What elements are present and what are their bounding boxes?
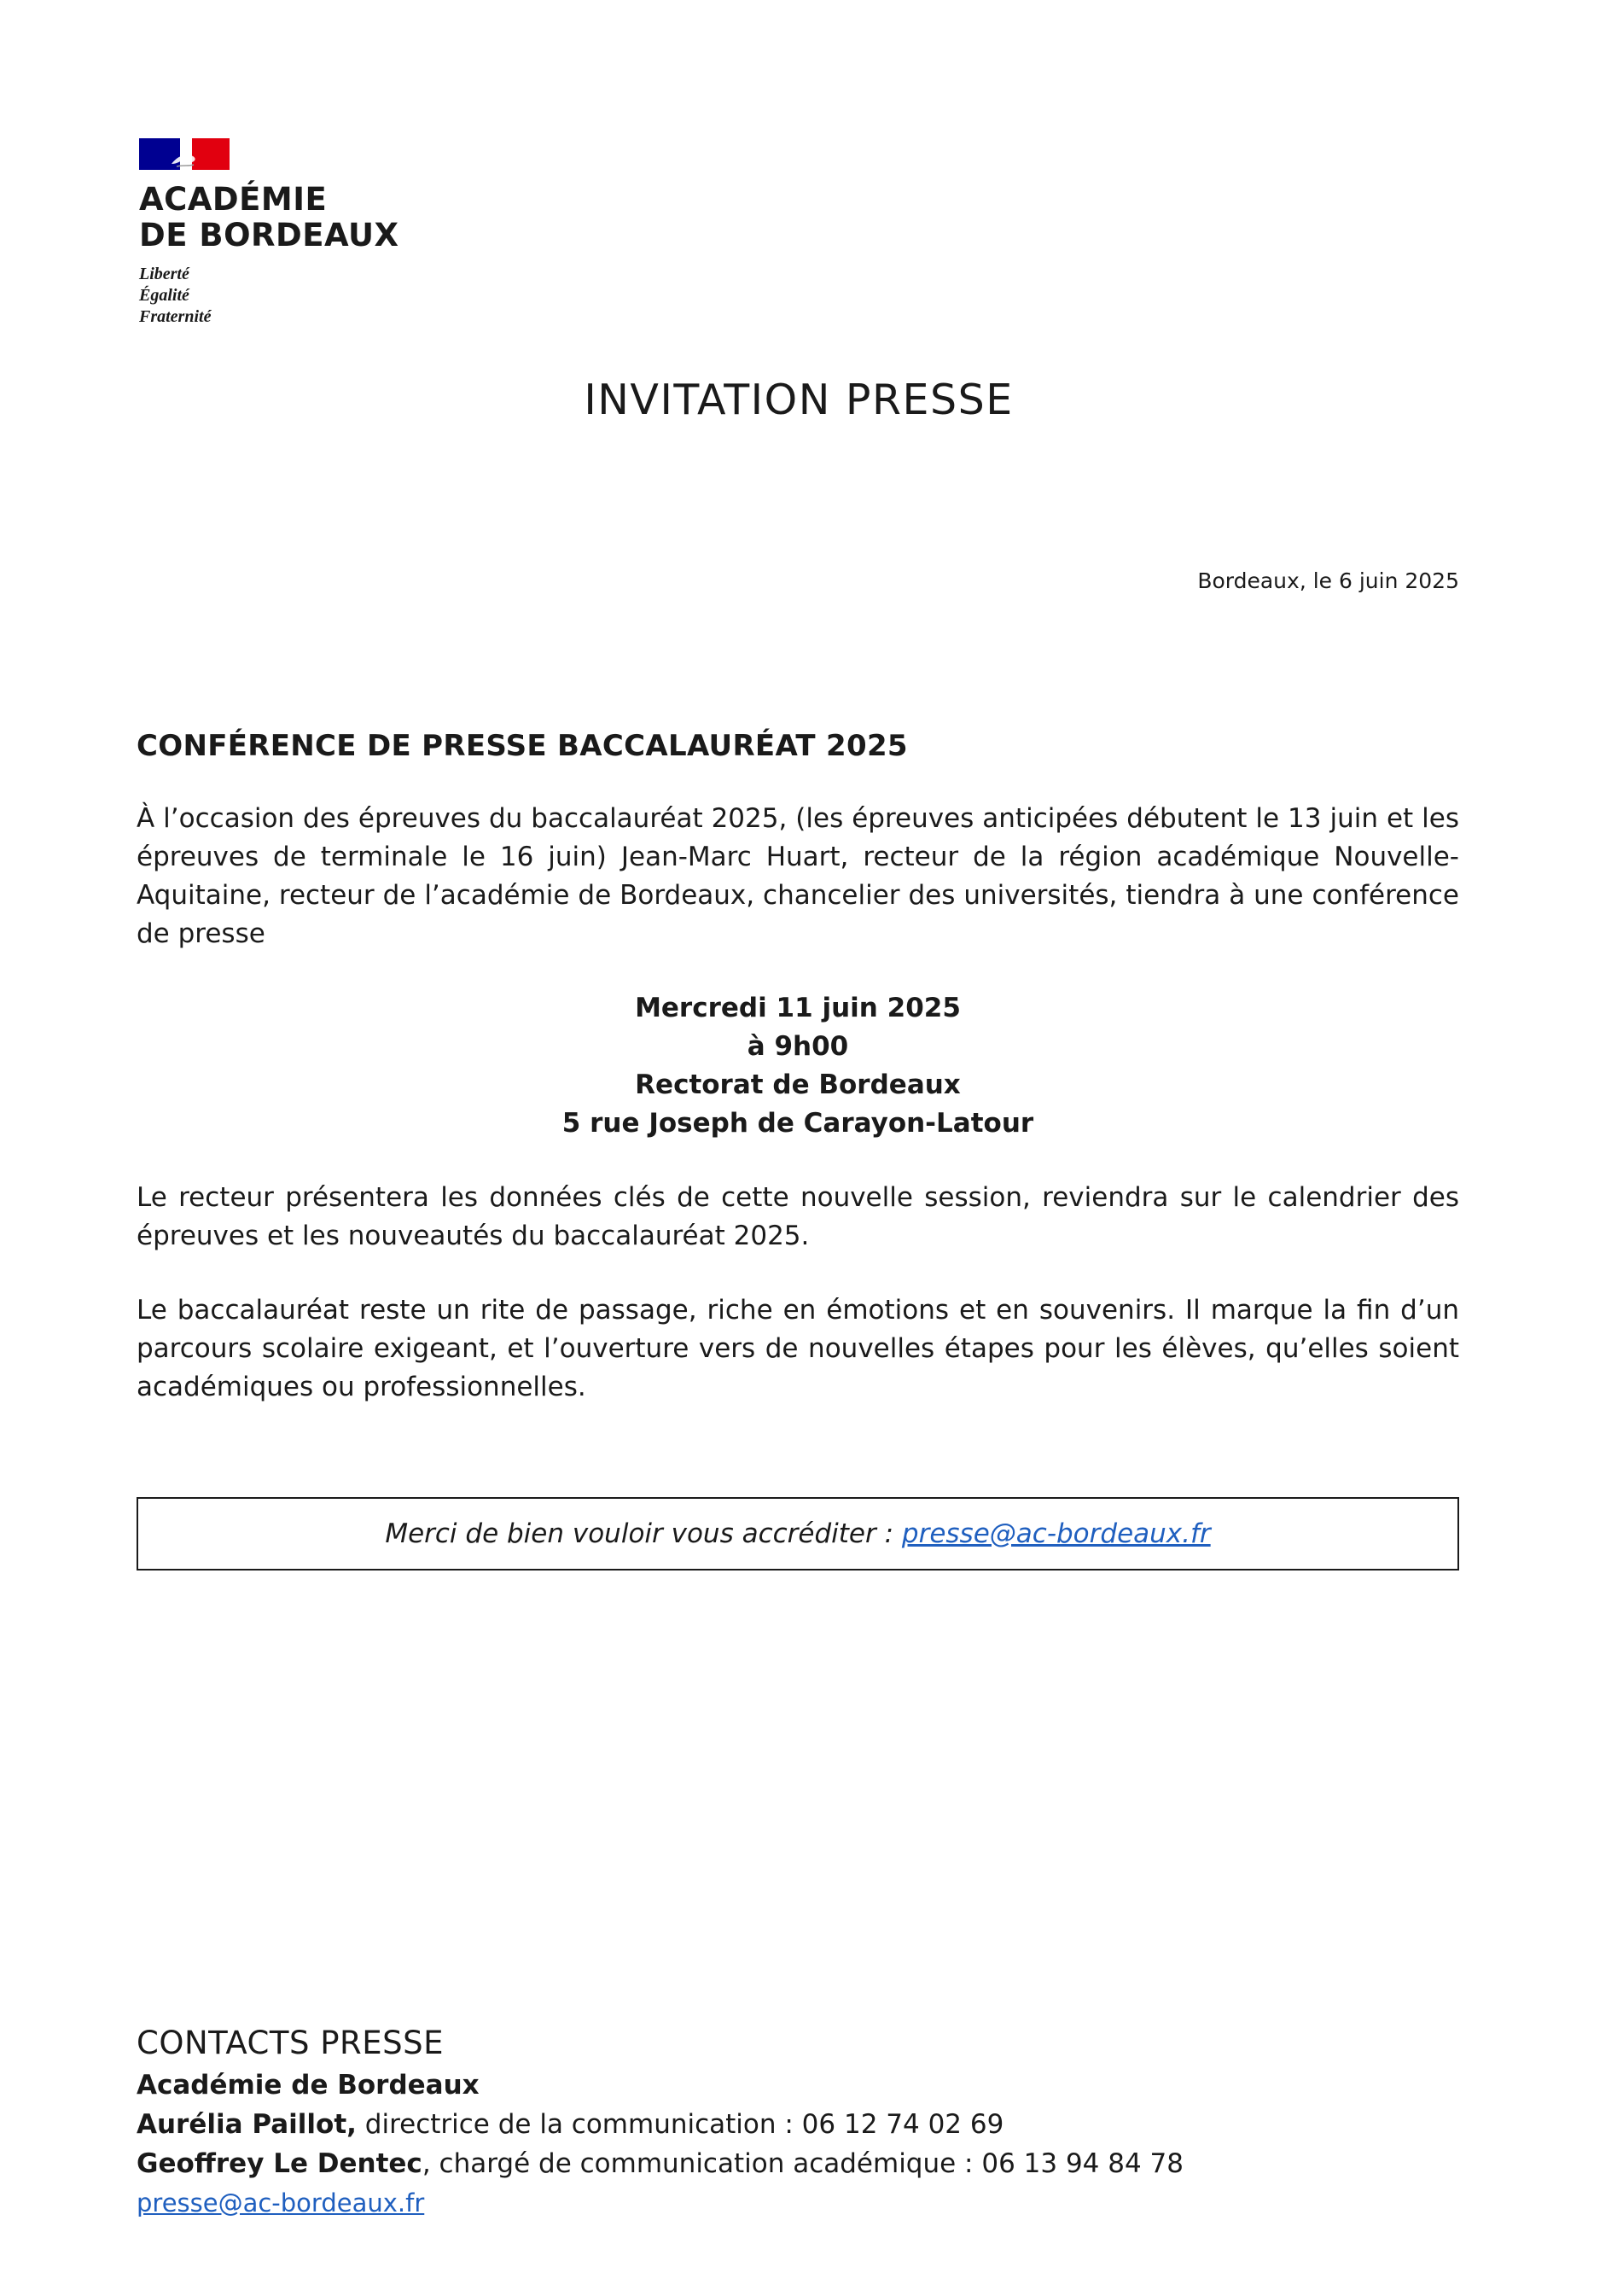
paragraph-3: Le baccalauréat reste un rite de passage, riche en émotions et en souvenirs. Il marque la fin d’un parcours scolaire exigeant, et l’ouverture vers de nouvelles étapes pour les élèves, qu’elles soient académiques ou professionnelles. bbox=[137, 1295, 1459, 1402]
document-body bbox=[137, 727, 1459, 1442]
marianne-flag-icon bbox=[139, 138, 230, 170]
academie-name-line1: ACADÉMIE bbox=[139, 181, 328, 218]
contact-person-1 bbox=[137, 2105, 1184, 2144]
paragraph-2: Le recteur présentera les données clés de cette nouvelle session, reviendra sur le calendrier des épreuves et les nouveautés du baccalauréat 2025. bbox=[137, 1182, 1459, 1251]
event-address: 5 rue Joseph de Carayon-Latour bbox=[561, 1108, 1034, 1139]
academie-name bbox=[139, 182, 412, 253]
contacts-email-link[interactable]: presse@ac-bordeaux.fr bbox=[137, 2188, 425, 2217]
event-details bbox=[137, 989, 1459, 1143]
accreditation-box bbox=[137, 1497, 1459, 1570]
document-title: INVITATION PRESSE bbox=[584, 376, 1014, 424]
section-heading: CONFÉRENCE DE PRESSE BACCALAURÉAT 2025 bbox=[137, 729, 908, 763]
motto-fraternite: Fraternité bbox=[139, 307, 212, 326]
contact-person-2 bbox=[137, 2144, 1184, 2183]
accreditation-text: Merci de bien vouloir vous accréditer : bbox=[385, 1518, 902, 1549]
intro-paragraph: À l’occasion des épreuves du baccalauréat 2025, (les épreuves anticipées débutent le 13 juin et les épreuves de terminale le 16 juin) Jean-Marc Huart, recteur de la région académique Nouvelle-Aquitaine, recteur de l’académie de Bordeaux, chancelier des universités, tiendra à une conférence de presse bbox=[137, 803, 1459, 949]
academie-logo bbox=[139, 138, 412, 328]
contacts-org: Académie de Bordeaux bbox=[137, 2070, 480, 2101]
academie-name-line2: DE BORDEAUX bbox=[139, 217, 399, 253]
contact-1-role: directrice de la communication : 06 12 74 02 69 bbox=[356, 2109, 1004, 2140]
republic-motto bbox=[139, 264, 412, 328]
contact-2-role: , chargé de communication académique : 06 13 94 84 78 bbox=[422, 2148, 1184, 2179]
contact-1-name: Aurélia Paillot, bbox=[137, 2109, 357, 2140]
event-date: Mercredi 11 juin 2025 bbox=[635, 993, 961, 1023]
contact-2-name: Geoffrey Le Dentec bbox=[137, 2148, 422, 2179]
document-date: Bordeaux, le 6 juin 2025 bbox=[1197, 568, 1459, 593]
accreditation-email-link[interactable]: presse@ac-bordeaux.fr bbox=[901, 1518, 1211, 1549]
event-time: à 9h00 bbox=[747, 1031, 849, 1062]
motto-liberte: Liberté bbox=[139, 265, 189, 283]
motto-egalite: Égalité bbox=[139, 286, 189, 305]
press-contacts bbox=[137, 2023, 1184, 2223]
event-place: Rectorat de Bordeaux bbox=[635, 1069, 961, 1100]
contacts-title: CONTACTS PRESSE bbox=[137, 2025, 444, 2061]
